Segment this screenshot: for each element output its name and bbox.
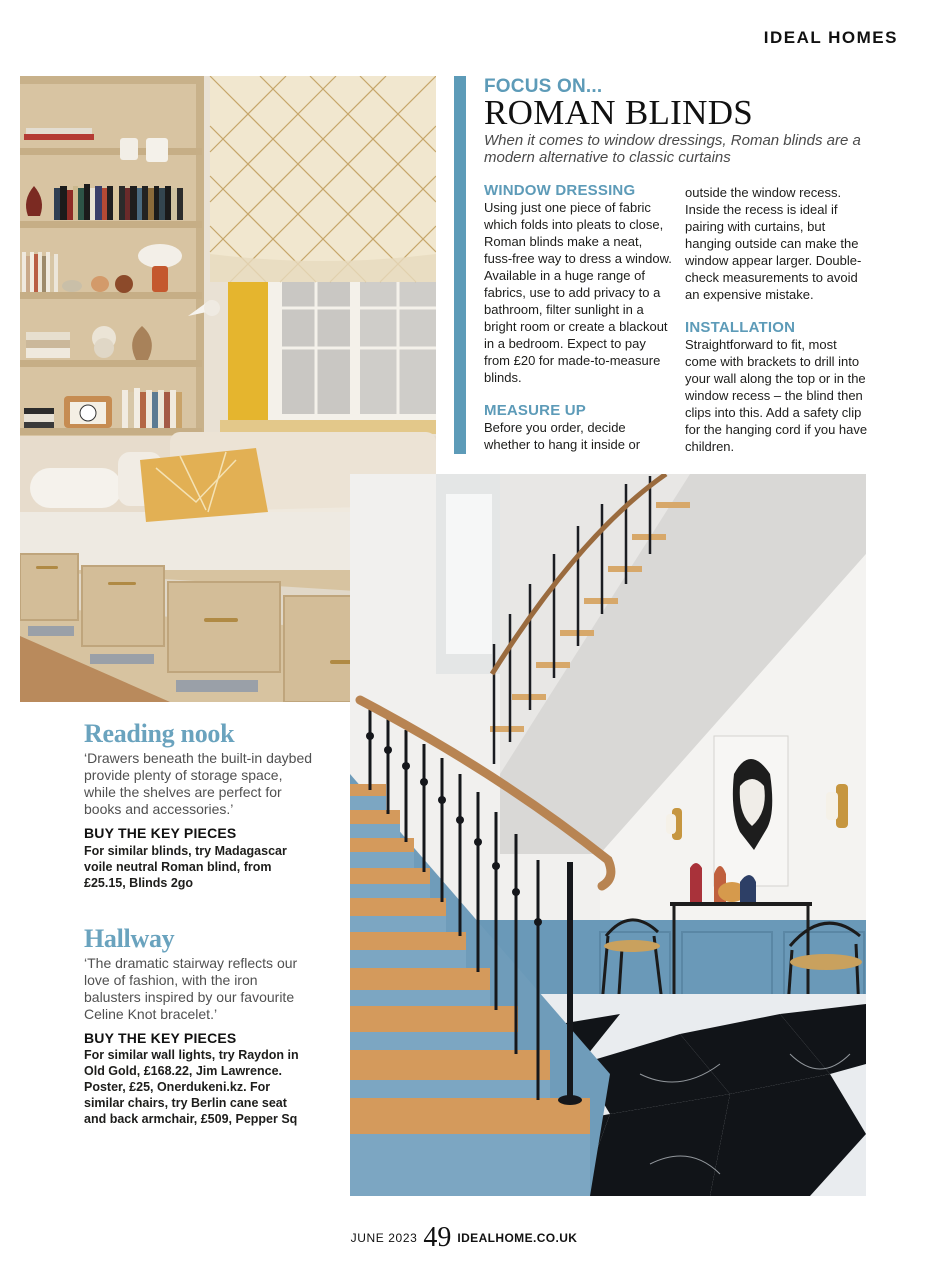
page-number: 49 [423,1222,452,1253]
footer-date: JUNE 2023 [350,1231,418,1245]
installation-heading: INSTALLATION [685,319,796,336]
reading-nook-subheading: BUY THE KEY PIECES [84,825,237,841]
window-dressing-heading: WINDOW DRESSING [484,182,636,199]
installation-body: Straightforward to fit, most come with brackets to drill into your wall along the top or in the window recess – the blind then clips into this. Add a safety clip for the hanging cord if you have children. [685,337,868,454]
window-dressing-body: Using just one piece of fabric which folds into pleats to close, Roman blinds make a neat, fuss-free way to dress a window. Available in a huge range of fabrics, use to add privacy to a bathroom, filter sunlight in a bright room or create a blackout in a bedroom. Expect to pay from £20 for made-to-measure blinds. [484,200,672,385]
focus-headline: ROMAN BLINDS [484,93,754,132]
focus-column-right [685,184,871,455]
measure-up-body-part2: outside the window recess. Inside the recess is ideal if pairing with curtains, but hanging outside can make the window appear larger. Double-check measurements to avoid an expensive mistake. [685,185,862,302]
hallway-subheading: BUY THE KEY PIECES [84,1030,237,1046]
focus-accent-bar [454,76,466,454]
page-footer [0,1222,928,1254]
hallway-photo [350,474,866,1196]
hallway-title: Hallway [84,924,175,953]
measure-up-body-part1: Before you order, decide whether to hang it inside or [484,420,641,452]
reading-nook-title: Reading nook [84,719,235,748]
reading-nook-buy-text: For similar blinds, try Madagascar voile neutral Roman blind, from £25.15, Blinds 2go [84,844,287,890]
focus-kicker: FOCUS ON... [484,76,603,97]
measure-up-heading: MEASURE UP [484,402,587,419]
magazine-brand: IDEAL HOMES [763,28,898,47]
focus-standfirst: When it comes to window dressings, Roman blinds are a modern alternative to classic curtains [484,132,861,166]
hallway-buy-text: For similar wall lights, try Raydon in Old Gold, £168.22, Jim Lawrence. Poster, £25, Onerdukeni.kz. For similar chairs, try Berlin cane seat and back armchair, £509, Pepper Sq [84,1048,299,1126]
hallway-quote: ‘The dramatic stairway reflects our love of fashion, with the iron balusters inspired by our favourite Celine Knot bracelet.’ [84,955,298,1022]
footer-website: IDEALHOME.CO.UK [457,1231,578,1245]
focus-column-left [484,182,674,453]
reading-nook-quote: ‘Drawers beneath the built-in daybed provide plenty of storage space, while the shelves are perfect for books and accessories.’ [84,750,313,817]
